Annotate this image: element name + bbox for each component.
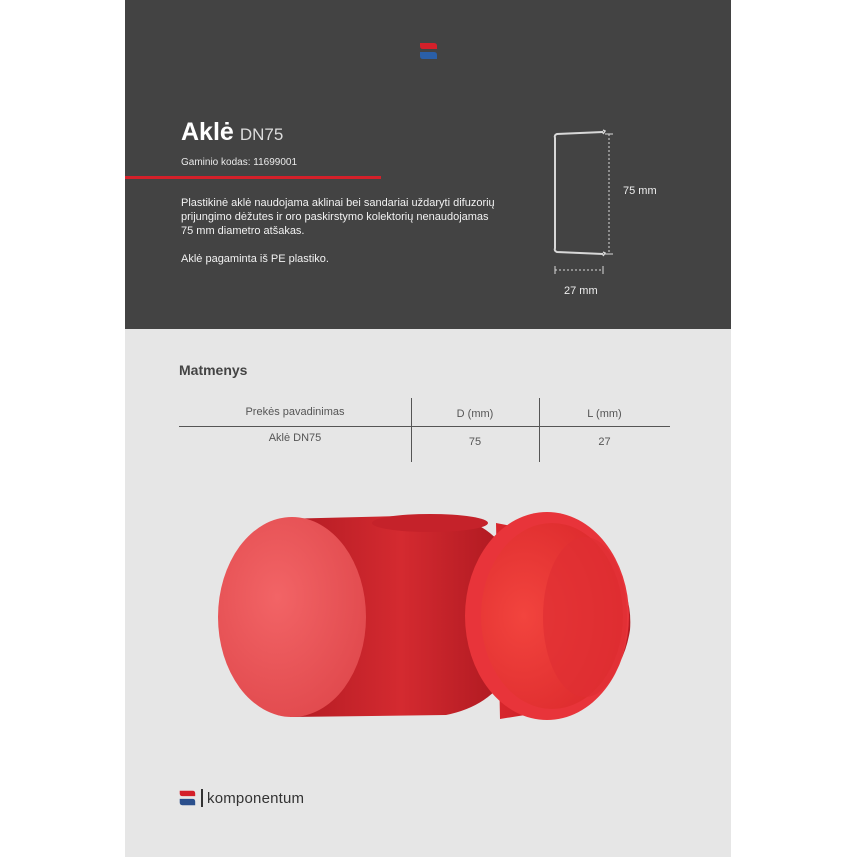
accent-divider [125, 176, 381, 179]
product-photo [210, 505, 640, 730]
table-header-name: Prekės pavadinimas [245, 406, 345, 418]
dimensions-table [179, 398, 670, 462]
brand-separator [201, 789, 203, 807]
brand-logo-icon [177, 788, 197, 808]
table-cell-d: 75 [468, 436, 482, 448]
table-column-divider [411, 398, 412, 462]
table-header-divider [179, 426, 670, 427]
product-name: Aklė [181, 118, 234, 146]
product-sheet [125, 0, 731, 857]
product-size: DN75 [239, 125, 284, 144]
height-dimension-label: 75 mm [623, 185, 657, 197]
description-paragraph: Aklė pagaminta iš PE plastiko. [181, 253, 329, 265]
product-code: Gaminio kodas: 11699001 [181, 157, 298, 168]
brand-logo-icon [417, 40, 439, 62]
product-title [181, 118, 283, 147]
description-paragraph: Plastikinė aklė naudojama aklinai bei sandariai uždaryti difuzorių prijungimo dėžutes ir oro paskirstymo kolektorių nenaudojamas 75 mm diametro atšakas. [181, 197, 495, 237]
brand-footer [177, 787, 304, 809]
header-panel [125, 0, 731, 329]
table-cell-l: 27 [598, 436, 611, 448]
brand-name: komponentum [207, 789, 305, 807]
profile-dimension-drawing [545, 122, 615, 282]
table-header-d: D (mm) [456, 408, 494, 420]
table-column-divider [539, 398, 540, 462]
table-cell-name: Aklė DN75 [268, 432, 322, 444]
product-description [181, 196, 501, 280]
width-dimension-label: 27 mm [564, 285, 598, 297]
table-header-l: L (mm) [587, 408, 622, 420]
dimensions-heading: Matmenys [179, 362, 248, 378]
